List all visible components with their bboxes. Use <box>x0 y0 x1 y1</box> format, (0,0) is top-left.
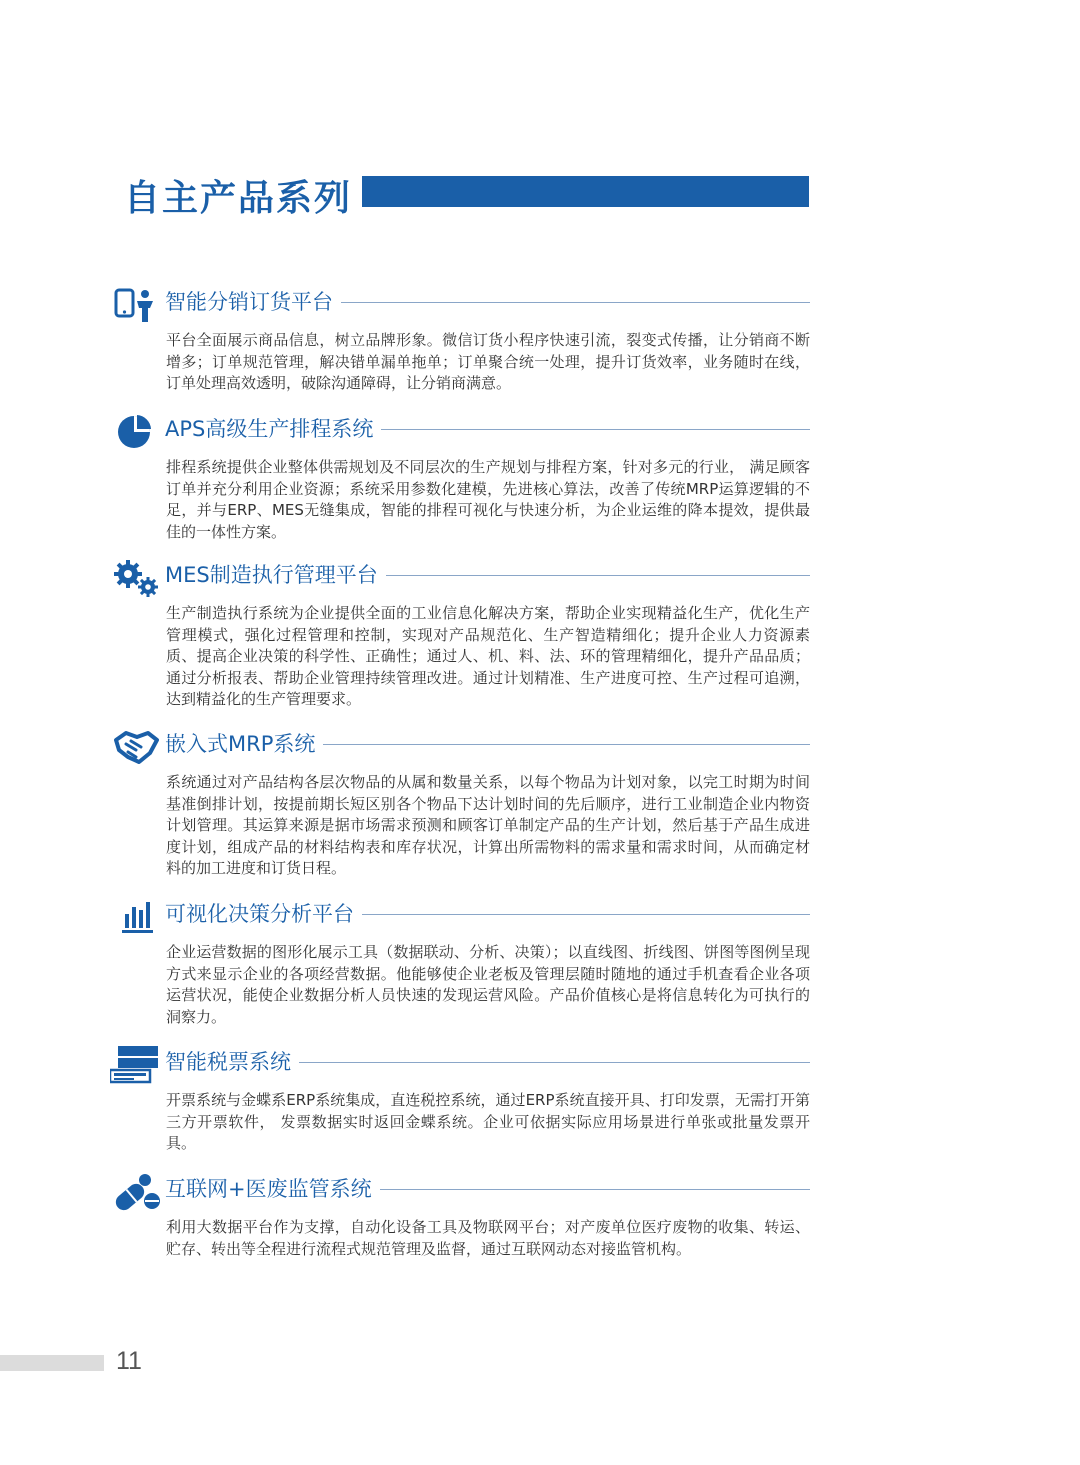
pill-icon <box>110 1171 162 1213</box>
section-medical-waste <box>110 1174 810 1260</box>
bar-chart-icon <box>110 896 162 938</box>
pie-chart-icon <box>110 411 162 453</box>
section-title: 智能分销订货平台 <box>165 287 341 317</box>
section-header <box>110 560 810 594</box>
section-header <box>110 729 810 763</box>
section-title: 互联网+医废监管系统 <box>165 1174 380 1204</box>
section-body: 平台全面展示商品信息，树立品牌形象。微信订货小程序快速引流，裂变式传播，让分销商不断增多；订单规范管理，解决错单漏单拖单；订单聚合统一处理，提升订货效率，业务随时在线，订单处理高效透明，破除沟通障碍，让分销商满意。 <box>166 331 810 393</box>
handshake-icon <box>110 726 162 768</box>
invoice-stack-icon <box>110 1044 162 1086</box>
title-bar <box>362 176 809 207</box>
section-body: 企业运营数据的图形化展示工具（数据联动、分析、决策）；以直线图、折线图、饼图等图例呈现方式来显示企业的各项经营数据。他能够使企业老板及管理层随时随地的通过手机查看企业各项运营状况，能使企业数据分析人员快速的发现运营风险。产品价值核心是将信息转化为可执行的洞察力。 <box>166 943 810 1026</box>
section-mes <box>110 560 810 711</box>
gears-icon <box>110 557 162 599</box>
section-title: 智能税票系统 <box>165 1047 299 1077</box>
section-title: APS高级生产排程系统 <box>165 414 381 444</box>
section-body: 排程系统提供企业整体供需规划及不同层次的生产规划与排程方案，针对多元的行业， 满足顾客订单并充分利用企业资源；系统采用参数化建模，先进核心算法，改善了传统MRP运算逻辑的不足，并与ERP、MES无缝集成，智能的排程可视化与快速分析，为企业运维的降本提效，提供最佳的一体性方案。 <box>166 458 810 541</box>
section-tax-invoice <box>110 1047 810 1155</box>
mobile-user-icon <box>110 284 162 326</box>
page-number: 11 <box>116 1347 142 1375</box>
section-header <box>110 899 810 933</box>
section-visual-analytics <box>110 899 810 1028</box>
section-body: 系统通过对产品结构各层次物品的从属和数量关系，以每个物品为计划对象，以完工时期为时间基准倒排计划，按提前期长短区别各个物品下达计划时间的先后顺序，进行工业制造企业内物资计划管理。其运算来源是据市场需求预测和顾客订单制定产品的生产计划，然后基于产品生成进度计划，组成产品的材料结构表和库存状况，计算出所需物料的需求量和需求时间，从而确定材料的加工进度和订货日程。 <box>166 773 810 878</box>
section-body: 开票系统与金蝶系ERP系统集成，直连税控系统，通过ERP系统直接开具、打印发票，无需打开第三方开票软件， 发票数据实时返回金蝶系统。企业可依据实际应用场景进行单张或批量发票开具。 <box>166 1091 810 1153</box>
section-header <box>110 1047 810 1081</box>
section-title: 嵌入式MRP系统 <box>165 729 323 759</box>
section-mrp <box>110 729 810 880</box>
section-header <box>110 1174 810 1208</box>
page-title: 自主产品系列 <box>124 178 353 219</box>
section-header <box>110 287 810 321</box>
section-header <box>110 414 810 448</box>
section-distribution <box>110 287 810 395</box>
section-body: 生产制造执行系统为企业提供全面的工业信息化解决方案，帮助企业实现精益化生产，优化生产管理模式，强化过程管理和控制，实现对产品规范化、生产智造精细化；提升企业人力资源素质、提高企业决策的科学性、正确性；通过人、机、料、法、环的管理精细化，提升产品品质；通过分析报表、帮助企业管理持续管理改进。通过计划精准、生产进度可控、生产过程可追溯，达到精益化的生产管理要求。 <box>166 604 810 709</box>
section-title: MES制造执行管理平台 <box>165 560 386 590</box>
section-aps <box>110 414 810 543</box>
section-body: 利用大数据平台作为支撑，自动化设备工具及物联网平台；对产废单位医疗废物的收集、转运、贮存、转出等全程进行流程式规范管理及监督，通过互联网动态对接监管机构。 <box>166 1218 810 1258</box>
section-title: 可视化决策分析平台 <box>165 899 362 929</box>
footer-bar <box>0 1355 104 1371</box>
